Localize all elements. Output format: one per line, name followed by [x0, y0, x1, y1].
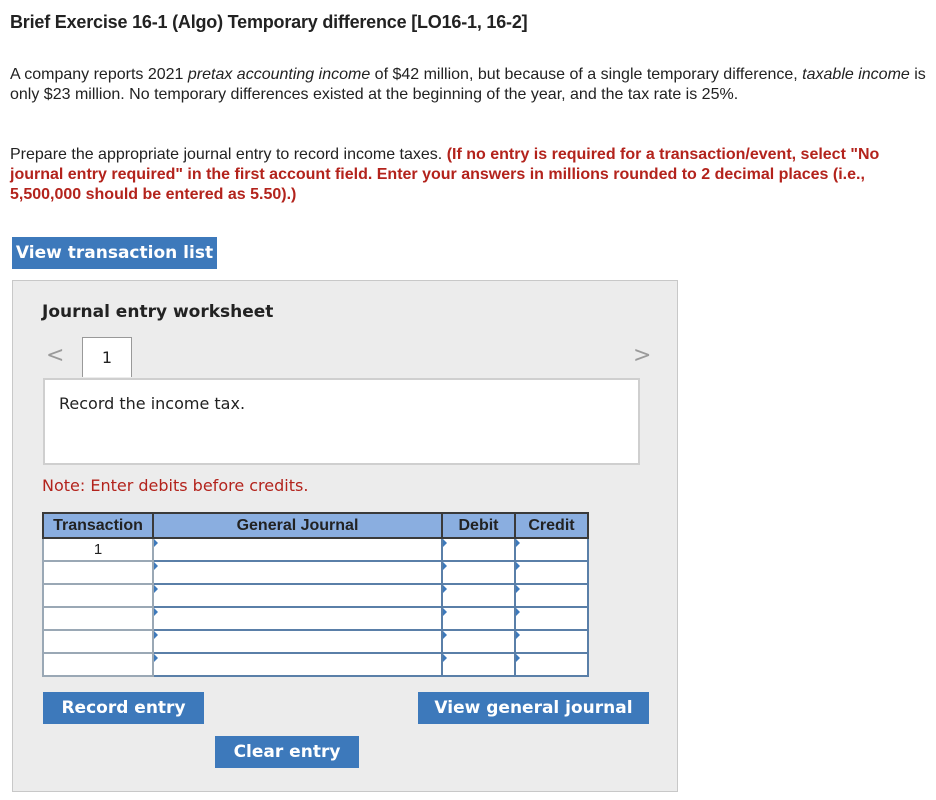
credit-input[interactable]: [515, 653, 588, 676]
debit-input[interactable]: [442, 584, 515, 607]
problem-term-pretax: pretax accounting income: [187, 66, 371, 83]
input-marker-icon: [443, 562, 447, 570]
clear-entry-button[interactable]: Clear entry: [215, 736, 359, 768]
credit-input[interactable]: [515, 584, 588, 607]
input-marker-icon: [516, 608, 520, 616]
account-input[interactable]: [153, 538, 442, 561]
dropdown-marker-icon: [154, 631, 158, 639]
transaction-description-box: [43, 378, 640, 465]
transaction-cell: [43, 607, 153, 630]
input-marker-icon: [443, 631, 447, 639]
header-credit: Credit: [515, 513, 588, 538]
input-marker-icon: [443, 585, 447, 593]
input-marker-icon: [443, 539, 447, 547]
instructions-emphasis: (If no entry is required for a transaction/event, select "No journal entry required" in the first account field. Enter your answers in millions rounded to 2 decimal places (i.e., 5,500,000 should be entered as 5.50).): [10, 146, 880, 203]
input-marker-icon: [516, 654, 520, 662]
account-input[interactable]: [153, 584, 442, 607]
page-title: Brief Exercise 16-1 (Algo) Temporary difference [LO16-1, 16-2]: [10, 12, 528, 32]
account-input[interactable]: [153, 630, 442, 653]
problem-text: is only $23 million. No temporary differences existed at the beginning of the year, and the tax rate is 25%.: [10, 66, 926, 103]
table-row: [43, 607, 588, 630]
debit-input[interactable]: [442, 630, 515, 653]
dropdown-marker-icon: [154, 654, 158, 662]
transaction-cell: [43, 630, 153, 653]
transaction-cell: 1: [43, 538, 153, 561]
dropdown-marker-icon: [154, 539, 158, 547]
header-transaction: Transaction: [43, 513, 153, 538]
view-transaction-list-button[interactable]: View transaction list: [12, 237, 217, 269]
credit-input[interactable]: [515, 630, 588, 653]
debit-input[interactable]: [442, 653, 515, 676]
chevron-right-icon[interactable]: >: [633, 343, 652, 368]
transaction-description: Record the income tax.: [59, 394, 246, 413]
problem-text: of $42 million, but because of a single temporary difference,: [370, 66, 803, 83]
transaction-cell: [43, 561, 153, 584]
journal-entry-worksheet-panel: [12, 280, 678, 792]
header-general-journal: General Journal: [153, 513, 442, 538]
account-input[interactable]: [153, 561, 442, 584]
credit-input[interactable]: [515, 538, 588, 561]
input-marker-icon: [516, 539, 520, 547]
header-debit: Debit: [442, 513, 515, 538]
dropdown-marker-icon: [154, 585, 158, 593]
problem-text: A company reports 2021: [10, 66, 188, 83]
dropdown-marker-icon: [154, 608, 158, 616]
view-general-journal-button[interactable]: View general journal: [418, 692, 649, 724]
account-input[interactable]: [153, 607, 442, 630]
entry-note: Note: Enter debits before credits.: [42, 476, 309, 495]
input-marker-icon: [443, 608, 447, 616]
input-marker-icon: [443, 654, 447, 662]
debit-input[interactable]: [442, 607, 515, 630]
problem-statement: [10, 65, 926, 105]
table-row: [43, 584, 588, 607]
problem-term-taxable: taxable income: [802, 66, 910, 83]
credit-input[interactable]: [515, 607, 588, 630]
worksheet-title: Journal entry worksheet: [42, 302, 274, 322]
dropdown-marker-icon: [154, 562, 158, 570]
journal-table: [42, 512, 589, 677]
account-input[interactable]: [153, 653, 442, 676]
transaction-cell: [43, 584, 153, 607]
debit-input[interactable]: [442, 538, 515, 561]
credit-input[interactable]: [515, 561, 588, 584]
table-row: [43, 653, 588, 676]
input-marker-icon: [516, 562, 520, 570]
chevron-left-icon[interactable]: <: [46, 343, 65, 368]
debit-input[interactable]: [442, 561, 515, 584]
instructions: [10, 145, 926, 205]
worksheet-page-tab[interactable]: 1: [82, 337, 132, 377]
journal-table-header-row: [43, 513, 588, 538]
table-row: [43, 538, 588, 561]
transaction-cell: [43, 653, 153, 676]
instructions-text: Prepare the appropriate journal entry to record income taxes.: [10, 146, 447, 163]
input-marker-icon: [516, 631, 520, 639]
table-row: [43, 630, 588, 653]
table-row: [43, 561, 588, 584]
input-marker-icon: [516, 585, 520, 593]
record-entry-button[interactable]: Record entry: [43, 692, 204, 724]
